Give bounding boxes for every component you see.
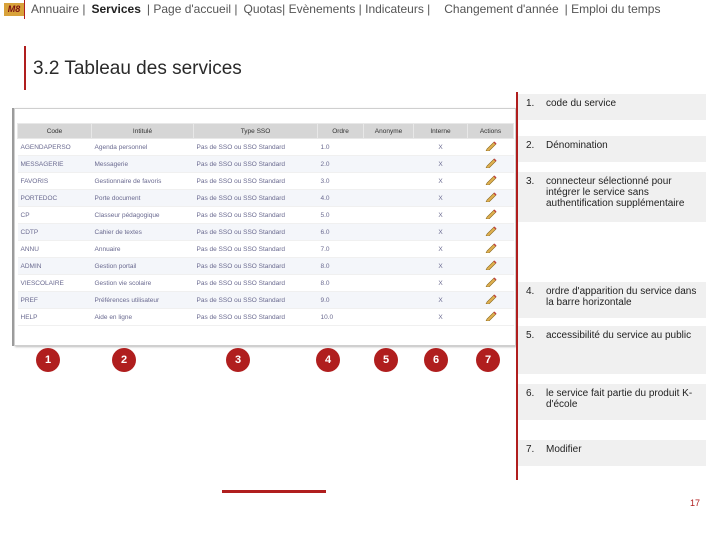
column-header-interne[interactable]: Interne — [414, 124, 468, 139]
cell-interne: X — [414, 292, 468, 309]
cell-type-sso: Pas de SSO ou SSO Standard — [194, 173, 318, 190]
legend-item — [518, 282, 706, 318]
cell-anonyme — [364, 224, 414, 241]
legend-number: 5. — [526, 330, 535, 341]
page-number: 17 — [690, 498, 701, 508]
cell-ordre: 1.0 — [318, 139, 364, 156]
cell-intitule: Annuaire — [92, 241, 194, 258]
pencil-icon[interactable] — [485, 260, 497, 270]
legend-number: 3. — [526, 176, 535, 187]
nav-item-annuaire[interactable]: Annuaire | — [31, 2, 86, 16]
cell-type-sso: Pas de SSO ou SSO Standard — [194, 139, 318, 156]
title-accent-bar — [24, 46, 26, 90]
cell-ordre: 6.0 — [318, 224, 364, 241]
cell-type-sso: Pas de SSO ou SSO Standard — [194, 224, 318, 241]
legend-item — [518, 384, 706, 420]
cell-actions — [468, 156, 514, 173]
cell-actions — [468, 207, 514, 224]
legend-number: 6. — [526, 388, 535, 399]
pencil-icon[interactable] — [485, 141, 497, 151]
cell-interne: X — [414, 309, 468, 326]
table-row — [18, 139, 514, 156]
cell-interne: X — [414, 173, 468, 190]
legend-text: code du service — [546, 98, 617, 109]
cell-intitule: Classeur pédagogique — [92, 207, 194, 224]
table-row — [18, 156, 514, 173]
legend-text: Dénomination — [546, 140, 608, 151]
legend-number: 1. — [526, 98, 535, 109]
cell-type-sso: Pas de SSO ou SSO Standard — [194, 309, 318, 326]
column-header-code[interactable]: Code — [18, 124, 92, 139]
legend-item — [518, 326, 706, 374]
column-marker: 6 — [424, 348, 448, 372]
nav-item-changement-annee[interactable]: Changement d'année — [444, 2, 559, 16]
cell-interne: X — [414, 190, 468, 207]
cell-intitule: Agenda personnel — [92, 139, 194, 156]
cell-ordre: 3.0 — [318, 173, 364, 190]
pencil-icon[interactable] — [485, 277, 497, 287]
table-row — [18, 292, 514, 309]
pencil-icon[interactable] — [485, 311, 497, 321]
cell-code: MESSAGERIE — [18, 156, 92, 173]
cell-code: ANNU — [18, 241, 92, 258]
cell-code: CDTP — [18, 224, 92, 241]
pencil-icon[interactable] — [485, 294, 497, 304]
column-marker: 2 — [112, 348, 136, 372]
cell-ordre: 4.0 — [318, 190, 364, 207]
cell-intitule: Gestion vie scolaire — [92, 275, 194, 292]
column-header-anonyme[interactable]: Anonyme — [364, 124, 414, 139]
cell-type-sso: Pas de SSO ou SSO Standard — [194, 241, 318, 258]
legend-number: 7. — [526, 444, 535, 455]
cell-code: VIESCOLAIRE — [18, 275, 92, 292]
cell-type-sso: Pas de SSO ou SSO Standard — [194, 292, 318, 309]
cell-ordre: 8.0 — [318, 275, 364, 292]
cell-actions — [468, 309, 514, 326]
nav-divider — [24, 0, 25, 19]
cell-actions — [468, 224, 514, 241]
cell-actions — [468, 190, 514, 207]
cell-anonyme — [364, 207, 414, 224]
pencil-icon[interactable] — [485, 175, 497, 185]
cell-anonyme — [364, 258, 414, 275]
cell-code: CP — [18, 207, 92, 224]
column-header-actions: Actions — [468, 124, 514, 139]
cell-code: AGENDAPERSO — [18, 139, 92, 156]
cell-interne: X — [414, 241, 468, 258]
cell-type-sso: Pas de SSO ou SSO Standard — [194, 275, 318, 292]
cell-code: ADMIN — [18, 258, 92, 275]
cell-intitule: Gestionnaire de favoris — [92, 173, 194, 190]
top-navigation — [0, 0, 720, 20]
table-row — [18, 275, 514, 292]
cell-interne: X — [414, 224, 468, 241]
cell-type-sso: Pas de SSO ou SSO Standard — [194, 207, 318, 224]
cell-interne: X — [414, 258, 468, 275]
cell-code: PREF — [18, 292, 92, 309]
cell-ordre: 9.0 — [318, 292, 364, 309]
legend-item — [518, 136, 706, 162]
pencil-icon[interactable] — [485, 243, 497, 253]
table-row — [18, 207, 514, 224]
column-header-ordre[interactable]: Ordre — [318, 124, 364, 139]
cell-ordre: 7.0 — [318, 241, 364, 258]
cell-intitule: Préférences utilisateur — [92, 292, 194, 309]
logo: M8 — [4, 3, 24, 16]
cell-actions — [468, 139, 514, 156]
footer-accent-bar — [222, 490, 326, 493]
legend-item — [518, 440, 706, 466]
page-title: 3.2 Tableau des services — [33, 58, 242, 79]
legend-text: ordre d'apparition du service dans la barre horizontale — [546, 286, 697, 308]
cell-intitule: Aide en ligne — [92, 309, 194, 326]
legend-divider — [516, 92, 518, 480]
table-header-row — [18, 124, 514, 139]
legend-number: 2. — [526, 140, 535, 151]
cell-ordre: 2.0 — [318, 156, 364, 173]
cell-ordre: 8.0 — [318, 258, 364, 275]
cell-anonyme — [364, 190, 414, 207]
column-marker: 1 — [36, 348, 60, 372]
column-header-type-sso[interactable]: Type SSO — [194, 124, 318, 139]
pencil-icon[interactable] — [485, 226, 497, 236]
cell-anonyme — [364, 139, 414, 156]
nav-item-emploi-du-temps[interactable]: | Emploi du temps — [564, 2, 661, 16]
pencil-icon[interactable] — [485, 158, 497, 168]
legend-text: connecteur sélectionné pour intégrer le service sans authentification supplémentaire — [546, 176, 685, 209]
cell-interne: X — [414, 139, 468, 156]
cell-anonyme — [364, 292, 414, 309]
cell-actions — [468, 292, 514, 309]
cell-interne: X — [414, 275, 468, 292]
legend-text: le service fait partie du produit K-d'école — [546, 388, 693, 410]
cell-code: PORTEDOC — [18, 190, 92, 207]
column-header-intitule[interactable]: Intitulé — [92, 124, 194, 139]
nav-item-quotas-evenements-indicateurs[interactable]: Quotas| Evènements | Indicateurs | — [243, 2, 431, 16]
cell-intitule: Cahier de textes — [92, 224, 194, 241]
services-table-screenshot — [14, 108, 516, 346]
table-row — [18, 309, 514, 326]
cell-actions — [468, 258, 514, 275]
cell-anonyme — [364, 309, 414, 326]
cell-intitule: Messagerie — [92, 156, 194, 173]
cell-actions — [468, 241, 514, 258]
cell-anonyme — [364, 275, 414, 292]
cell-type-sso: Pas de SSO ou SSO Standard — [194, 258, 318, 275]
services-table — [17, 123, 514, 326]
pencil-icon[interactable] — [485, 192, 497, 202]
cell-intitule: Porte document — [92, 190, 194, 207]
legend-item — [518, 94, 706, 120]
pencil-icon[interactable] — [485, 209, 497, 219]
table-row — [18, 190, 514, 207]
legend-number: 4. — [526, 286, 535, 297]
legend-item — [518, 172, 706, 222]
cell-interne: X — [414, 207, 468, 224]
cell-actions — [468, 275, 514, 292]
table-row — [18, 241, 514, 258]
legend-text: Modifier — [546, 444, 582, 455]
cell-anonyme — [364, 241, 414, 258]
column-marker: 7 — [476, 348, 500, 372]
legend-text: accessibilité du service au public — [546, 330, 692, 341]
table-row — [18, 173, 514, 190]
cell-intitule: Gestion portail — [92, 258, 194, 275]
cell-anonyme — [364, 173, 414, 190]
column-marker: 4 — [316, 348, 340, 372]
cell-type-sso: Pas de SSO ou SSO Standard — [194, 190, 318, 207]
cell-anonyme — [364, 156, 414, 173]
cell-ordre: 10.0 — [318, 309, 364, 326]
nav-item-page-accueil[interactable]: | Page d'accueil | — [146, 2, 238, 16]
cell-actions — [468, 173, 514, 190]
cell-interne: X — [414, 156, 468, 173]
cell-code: FAVORIS — [18, 173, 92, 190]
column-marker: 5 — [374, 348, 398, 372]
cell-type-sso: Pas de SSO ou SSO Standard — [194, 156, 318, 173]
table-row — [18, 224, 514, 241]
nav-items — [28, 0, 663, 18]
column-marker: 3 — [226, 348, 250, 372]
nav-item-services[interactable]: Services — [91, 2, 141, 16]
cell-ordre: 5.0 — [318, 207, 364, 224]
table-row — [18, 258, 514, 275]
cell-code: HELP — [18, 309, 92, 326]
